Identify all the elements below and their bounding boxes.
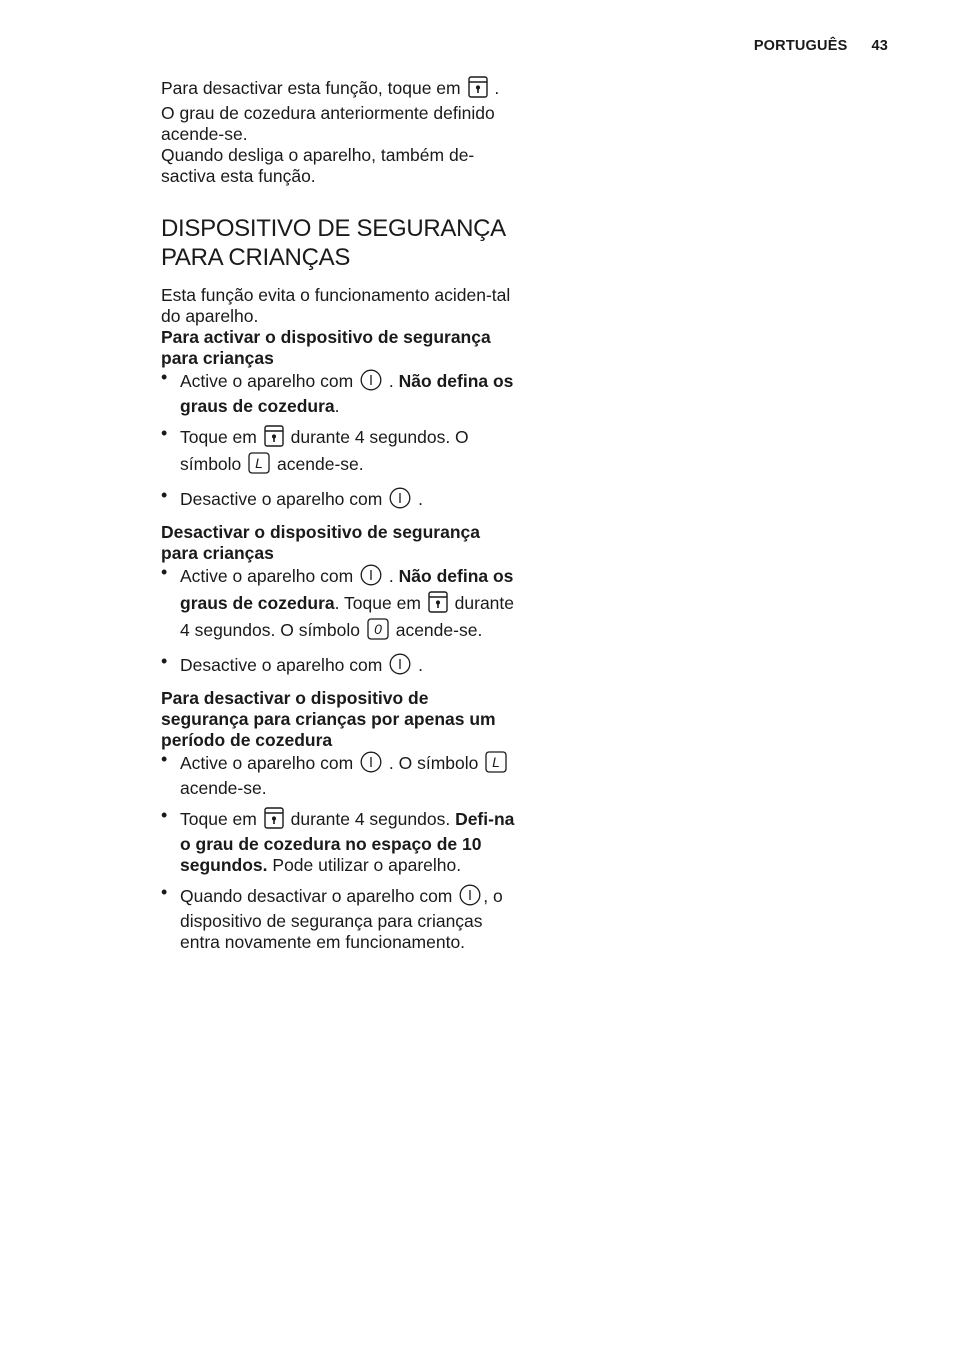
activate-heading: Para activar o dispositivo de segurança para crianças [161,327,491,368]
intro-paragraph [161,76,517,187]
text: . [418,655,423,675]
text: Toque em [180,809,257,829]
lock-key-icon [468,76,488,103]
text: Desactive o aparelho com [180,489,383,509]
list-item [161,369,517,417]
text: Quando desactivar o aparelho com [180,886,453,906]
intro-text-a: Para desactivar esta função, toque em [161,78,461,98]
text: Active o aparelho com [180,566,354,586]
text: . O símbolo [388,753,479,773]
list-item [161,807,517,876]
bold-text: Não defina os graus de cozedura [180,566,514,613]
lock-key-icon [264,425,284,452]
text: Pode utilizar o aparelho. [272,855,462,875]
lock-key-icon [264,807,284,834]
section-title-line-2: PARA CRIANÇAS [161,244,351,271]
intro-line-2: O grau de cozedura anteriormente definido acende-se. [161,103,495,144]
override-heading: Para desactivar o dispositivo de segurança para crianças por apenas um período de cozedura [161,688,496,750]
text: durante 4 segundos. O símbolo [180,593,515,640]
text: durante 4 segundos. O símbolo [180,427,469,474]
page-header [754,38,888,54]
power-icon [389,487,411,514]
language-label: PORTUGUÊS [753,38,848,54]
intro-line-1 [161,76,517,103]
power-icon [360,369,382,396]
text: . Toque em [334,593,421,613]
page-number: 43 [871,38,888,54]
override-list [161,751,517,953]
text: . [388,371,394,391]
list-item [161,653,517,680]
bold-text: Defi-na o grau de cozedura no espaço de 10 segundos. [180,809,515,875]
display-symbol-0-icon [367,618,389,645]
display-symbol-l-icon [248,452,270,479]
text: , o dispositivo de segurança para crianças entra novamente em funcionamento. [180,886,503,952]
activate-list [161,369,517,514]
text: acende-se. [180,778,267,798]
list-item [161,751,517,799]
text: acende-se. [395,620,483,640]
section-title [161,214,517,272]
text: . [334,396,340,416]
text: Desactive o aparelho com [180,655,383,675]
list-item [161,425,517,479]
deactivate-list [161,564,517,680]
list-item [161,487,517,514]
power-icon [360,564,382,591]
power-icon [459,884,481,911]
list-item [161,564,517,645]
power-icon [389,653,411,680]
text: Toque em [180,427,257,447]
svg-text:L: L [492,754,501,770]
text: acende-se. [277,454,364,474]
text: . [388,566,394,586]
svg-text:0: 0 [373,621,382,637]
deactivate-heading: Desactivar o dispositivo de segurança para crianças [161,522,481,563]
text: Active o aparelho com [180,753,354,773]
section-lead: Esta função evita o funcionamento aciden-tal do aparelho. [161,285,511,326]
bold-text: Não defina os graus de cozedura [180,371,514,416]
text: . [418,489,423,509]
intro-text-b: . [494,78,500,98]
display-symbol-l-icon [485,751,507,778]
text: durante 4 segundos. [290,809,451,829]
lock-key-icon [428,591,448,618]
section-title-line-1: DISPOSITIVO DE SEGURANÇA [161,215,506,242]
text: Active o aparelho com [180,371,354,391]
intro-line-3: Quando desliga o aparelho, também de-sactiva esta função. [161,145,475,186]
svg-text:L: L [255,455,264,471]
list-item [161,884,517,953]
content-column [161,76,517,961]
power-icon [360,751,382,778]
